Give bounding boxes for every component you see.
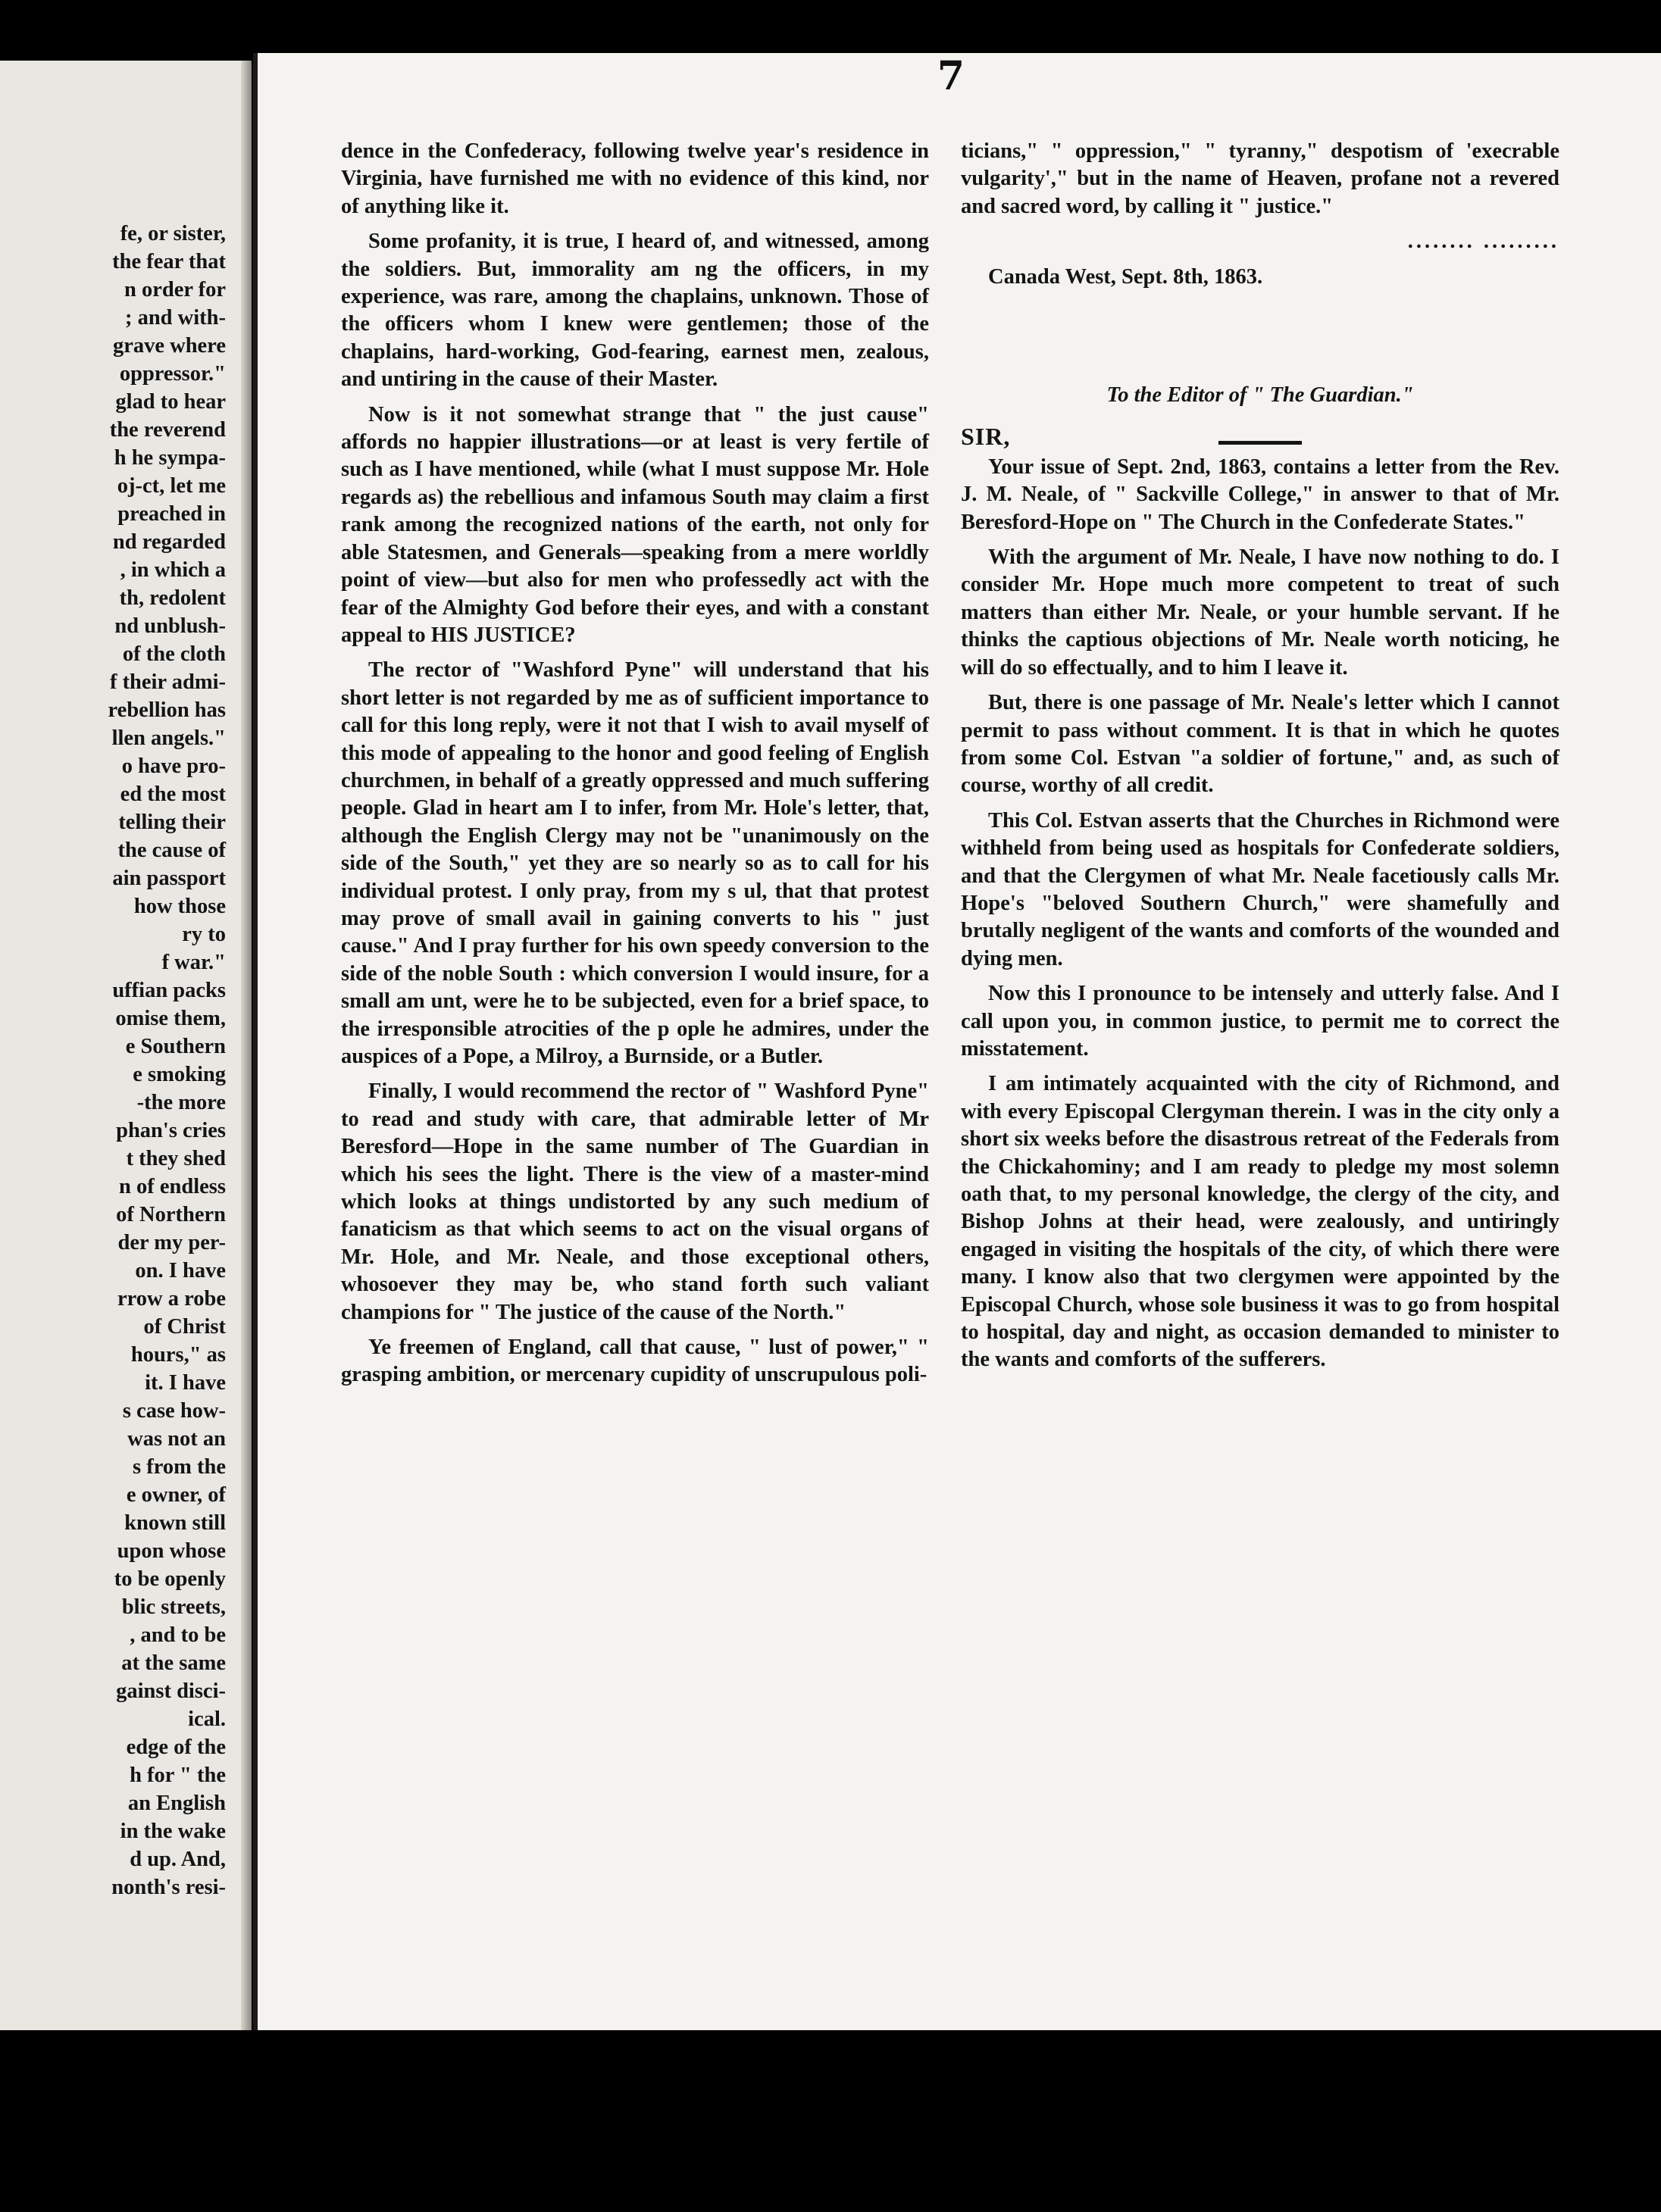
- fragment-line: ry to: [182, 923, 226, 946]
- paragraph: Ye freemen of England, call that cause, " lust of power," " grasping ambition, or mercenary cupidity of unscrupulous poli-: [341, 1336, 929, 1387]
- fragment-line: how those: [133, 895, 226, 918]
- fragment-line: blic streets,: [121, 1595, 226, 1619]
- fragment-line: fe, or sister,: [120, 222, 226, 245]
- fragment-line: grave where: [112, 334, 226, 358]
- fragment-line: , in which a: [120, 558, 226, 582]
- page-number: 7: [937, 53, 965, 99]
- fragment-line: ain passport: [112, 867, 226, 890]
- fragment-line: of the cloth: [122, 642, 226, 666]
- fragment-line: der my per-: [117, 1231, 226, 1254]
- fragment-line: nonth's resi-: [111, 1876, 226, 1899]
- paragraph: Now is it not somewhat strange that " the just cause" affords no happier illustrations—or at least is very fertile of such as I have mentioned, while (what I must suppose Mr. Hole regards as) the rebellious and infamous South may claim a first rank among the recognized nations of the earth, not only for able Statesmen, and Generals—speaking from a mere worldly point of view—but also for men who professedly act with the fear of the Almighty God before their eyes, and with a constant appeal to HIS JUSTICE?: [341, 402, 929, 647]
- fragment-line: nd regarded: [112, 530, 226, 554]
- paragraph: But, there is one passage of Mr. Neale's letter which I cannot permit to pass without comment. It is that in which he quotes from some Col. Estvan "a soldier of fortune," and, as such of course, worthy of all credit.: [961, 691, 1559, 798]
- fragment-line: of Christ: [143, 1315, 226, 1339]
- fragment-line: known still: [124, 1511, 226, 1535]
- fragment-line: at the same: [121, 1651, 226, 1675]
- fragment-line: omise them,: [115, 1007, 226, 1030]
- fragment-line: the reverend: [109, 418, 226, 442]
- fragment-line: d up. And,: [130, 1848, 226, 1871]
- facing-page: [0, 61, 250, 2030]
- fragment-line: edge of the: [126, 1736, 226, 1759]
- fragment-line: ed the most: [120, 783, 226, 806]
- fragment-line: e Southern: [125, 1035, 226, 1058]
- right-column: [961, 138, 1559, 1382]
- paragraph: Your issue of Sept. 2nd, 1863, contains a letter from the Rev. J. M. Neale, of " Sackville College," in answer to that of Mr. Beresford-Hope on " The Church in the Confederate States.": [961, 455, 1559, 534]
- fragment-line: ical.: [188, 1707, 226, 1731]
- paragraph: Now this I pronounce to be intensely and utterly false. And I call upon you, in common justice, to permit me to correct the misstatement.: [961, 982, 1559, 1061]
- paragraph: This Col. Estvan asserts that the Churches in Richmond were withheld from being used as hospitals for Confederate soldiers, and that the Clergymen of what Mr. Neale facetiously calls Mr. Hope's "beloved Southern Church," were shamefully and brutally negligent of the wants and comforts of the wounded and dying men.: [961, 808, 1559, 970]
- fragment-line: preached in: [117, 502, 226, 526]
- fragment-line: f their admi-: [109, 670, 226, 694]
- fragment-line: telling their: [118, 811, 226, 834]
- fragment-line: ; and with-: [124, 306, 226, 330]
- fragment-line: on. I have: [135, 1259, 226, 1283]
- paragraph: Some profanity, it is true, I heard of, and witnessed, among the soldiers. But, immorality am ng the officers, in my experience, was rare, among the chaplains, unknown. Those of the officers whom I knew were gentlemen; those of the chaplains, hard-working, God-fearing, earnest men, zealous, and untiring in the cause of their Master.: [341, 230, 929, 392]
- fragment-line: rrow a robe: [117, 1287, 226, 1311]
- fragment-line: the cause of: [117, 839, 226, 862]
- page-spine-edge: [253, 53, 258, 2030]
- page-gutter: [241, 61, 252, 2030]
- fragment-line: th, redolent: [119, 586, 226, 610]
- fragment-line: t they shed: [126, 1147, 226, 1170]
- dotted-separator: ........ .........: [1407, 230, 1559, 254]
- fragment-line: rebellion has: [108, 698, 226, 722]
- fragment-line: was not an: [127, 1427, 226, 1451]
- salutation: SIR,: [961, 423, 1011, 451]
- fragment-line: s case how-: [122, 1399, 226, 1423]
- fragment-line: nd unblush-: [114, 614, 226, 638]
- fragment-line: , and to be: [130, 1623, 226, 1647]
- fragment-line: it. I have: [145, 1371, 226, 1395]
- paragraph: Finally, I would recommend the rector of " Washford Pyne" to read and study with care, that admirable letter of Mr Beresford—Hope in the same number of The Guardian in which his sees the light. There is the view of a master-mind which looks at things undistorted by any such medium of fanaticism as that which seems to act on the visual organs of Mr. Hole, and Mr. Neale, and those exceptional others, whosoever they may be, who stand forth such valiant champions for " The justice of the cause of the North.": [341, 1079, 929, 1324]
- fragment-line: an English: [127, 1792, 226, 1815]
- fragment-line: n of endless: [119, 1175, 226, 1198]
- fragment-line: llen angels.": [111, 726, 226, 750]
- fragment-line: phan's cries: [116, 1119, 226, 1142]
- dateline: Canada West, Sept. 8th, 1863.: [988, 264, 1263, 289]
- fragment-line: gainst disci-: [116, 1679, 226, 1703]
- fragment-line: n order for: [124, 278, 226, 301]
- paragraph: ticians," " oppression," " tyranny," despotism of 'execrable vulgarity'," but in the name of Heaven, profane not a revered and sacred word, by calling it " justice.": [961, 139, 1559, 218]
- section-rule: [1218, 441, 1302, 445]
- fragment-line: to be openly: [114, 1567, 226, 1591]
- fragment-line: of Northern: [116, 1203, 226, 1226]
- paragraph: dence in the Confederacy, following twelve year's residence in Virginia, have furnished me with no evidence of this kind, nor of anything like it.: [341, 139, 929, 218]
- fragment-line: upon whose: [117, 1539, 226, 1563]
- fragment-line: h for " the: [130, 1764, 226, 1787]
- fragment-line: e smoking: [133, 1063, 226, 1086]
- letter-heading: To the Editor of " The Guardian.": [1106, 383, 1414, 408]
- paragraph: With the argument of Mr. Neale, I have now nothing to do. I consider Mr. Hope much more competent to treat of such matters than either Mr. Neale, or your humble servant. If he thinks the captious objections of Mr. Neale worth noticing, he will do so effectually, and to him I leave it.: [961, 545, 1559, 680]
- fragment-line: oppressor.": [119, 362, 226, 386]
- fragment-line: the fear that: [112, 250, 226, 273]
- fragment-line: -the more: [136, 1091, 226, 1114]
- fragment-line: f war.": [161, 951, 226, 974]
- fragment-line: glad to hear: [115, 390, 226, 414]
- fragment-line: e owner, of: [126, 1483, 226, 1507]
- fragment-line: oj-ct, let me: [117, 474, 226, 498]
- fragment-line: h he sympa-: [114, 446, 226, 470]
- facing-page-text-fragments: [0, 220, 226, 1901]
- fragment-line: uffian packs: [112, 979, 226, 1002]
- fragment-line: in the wake: [120, 1820, 226, 1843]
- fragment-line: o have pro-: [121, 755, 226, 778]
- paragraph: The rector of "Washford Pyne" will understand that his short letter is not regarded by me as of sufficient importance to call for this long reply, were it not that I wish to avail myself of this mode of appealing to the honor and good feeling of English churchmen, in behalf of a greatly oppressed and much suffering people. Glad in heart am I to infer, from Mr. Hole's letter, that, although the English Clergy may not be "unanimously on the side of the South," yet they are so nearly so as to call for his individual protest. I only pray, from my s ul, that that protest may prove of small avail in gaining converts to his " just cause." And I pray further for his own speedy conversion to the side of the noble South : which conversion I would insure, for a small am unt, were he to be subjected, even for a brief space, to the irresponsible atrocities of the p ople he admires, under the auspices of a Pope, a Milroy, a Burnside, or a Butler.: [341, 658, 929, 1068]
- fragment-line: s from the: [133, 1455, 226, 1479]
- paragraph: I am intimately acquainted with the city of Richmond, and with every Episcopal Clergyman therein. I was in the city only a short six weeks before the disastrous retreat of the Federals from the Chickahominy; and I am ready to pledge my most solemn oath that, to my personal knowledge, the clergy of the city, and Bishop Johns at their head, were zealously, and untiringly engaged in visiting the hospitals of the city, of which there were many. I know also that two clergymen were appointed by the Episcopal Church, whose sole business it was to go from hospital to hospital, day and night, as occasion demanded to minister to the wants and comforts of the sufferers.: [961, 1072, 1559, 1372]
- fragment-line: hours," as: [130, 1343, 226, 1367]
- middle-column: [341, 138, 929, 1397]
